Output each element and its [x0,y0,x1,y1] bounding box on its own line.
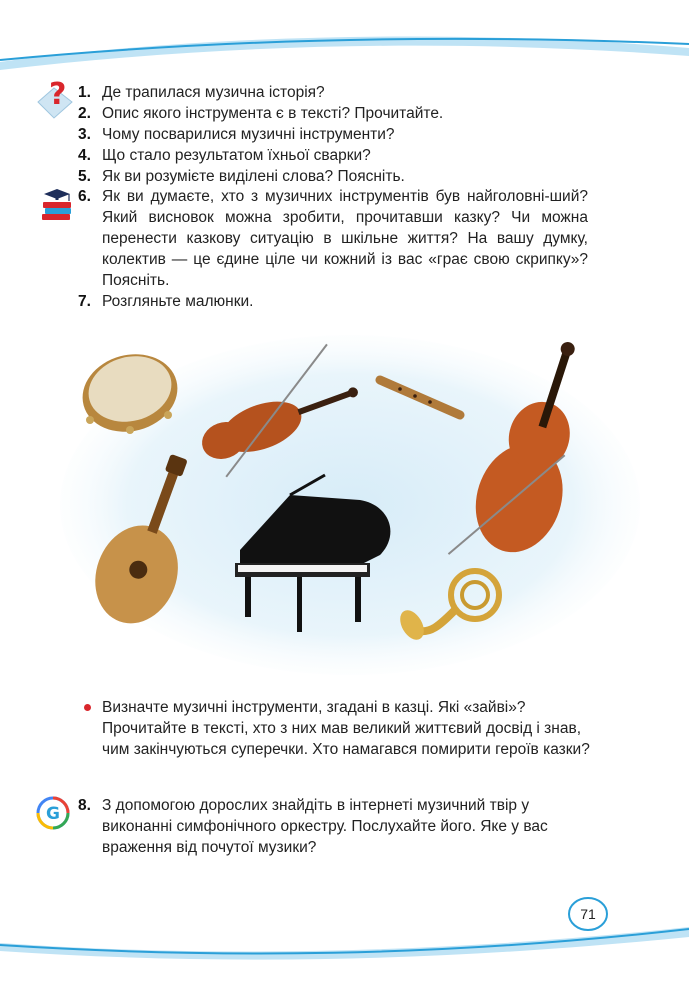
musical-instruments-illustration [60,325,640,680]
questions-list-6-7 [78,186,588,312]
bullet-paragraph [78,697,612,760]
svg-text:G: G [46,804,60,824]
bullet-text: Визначте музичні інструменти, згадані в казці. Які «зайві»? Прочитайте в тексті, хто з них мав великий життєвий досвід і знав, чим закінчуються суперечки. Хто намагався помирити героїв казки? [102,699,590,758]
list-item: 7. Розгляньте малюнки. [78,293,254,310]
page-number: 71 [566,895,610,933]
list-item: 4. Що стало результатом їхньої сварки? [78,147,371,164]
list-item: 1. Де трапилася музична історія? [78,84,325,101]
question-8 [78,795,588,858]
list-item: 6. Як ви думаєте, хто з музичних інструментів був найголовні-ший? Який висновок можна зробити, прочитавши казку? Чи можна перенести казкову ситуацію в шкільне життя? На вашу думку, колектив — це єдине ціле чи кожний із вас «грає свою скрипку»? Поясніть. [78,188,588,289]
list-item: 2. Опис якого інструмента є в тексті? Прочитайте. [78,105,444,122]
list-item: 3. Чому посварилися музичні інструменти? [78,126,395,143]
svg-text:?: ? [49,78,67,112]
bullet-dot-icon [84,704,91,711]
question-mark-icon [34,78,76,122]
list-item: 5. Як ви розумієте виділені слова? Поясніть. [78,168,405,185]
google-g-icon [36,796,70,830]
list-item: 8. З допомогою дорослих знайдіть в інтернеті музичний твір у виконанні симфонічного оркестру. Послухайте його. Яке у вас враження від почутої музики? [78,797,548,856]
top-wave-decoration [0,30,689,80]
books-graduation-cap-icon [38,186,76,222]
questions-list-1-5 [78,82,598,187]
